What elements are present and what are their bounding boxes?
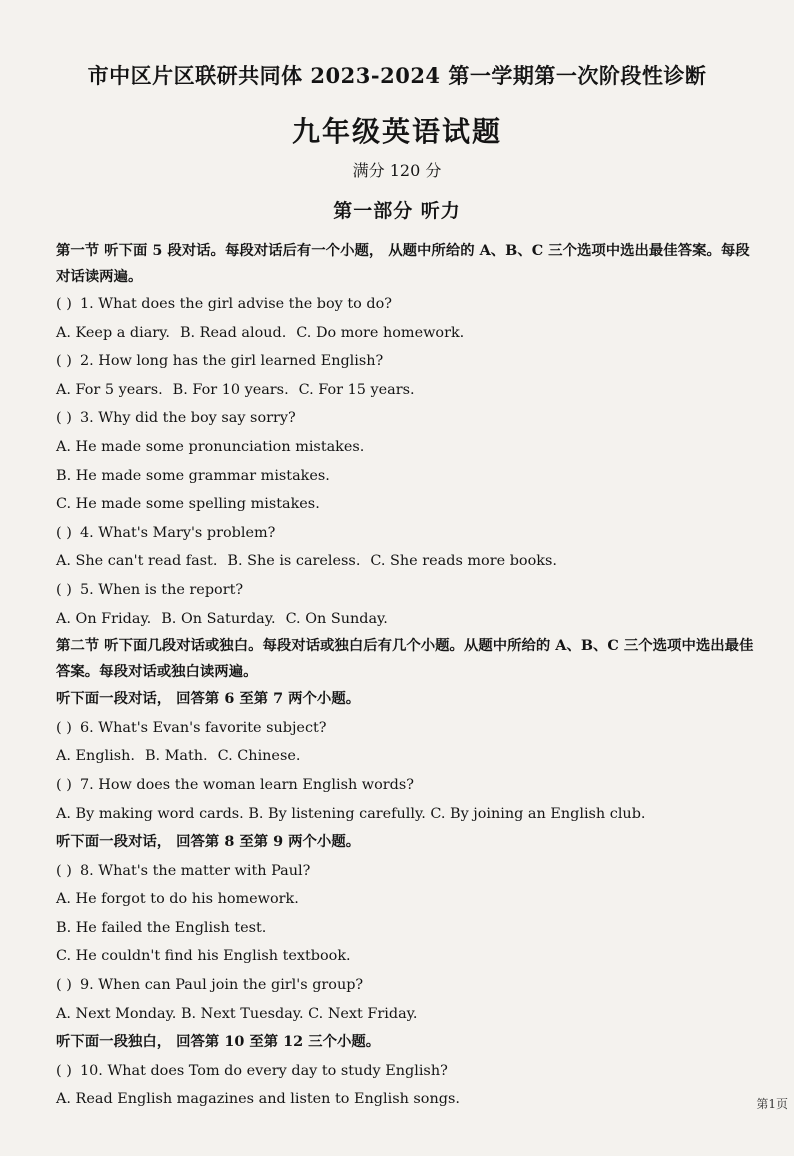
option-3b: B. He made some grammar mistakes.	[56, 467, 330, 484]
options-1: A. Keep a diary. B. Read aloud. C. Do more homework.	[56, 324, 465, 341]
question-5: ( ) 5. When is the report?	[56, 581, 244, 598]
option-8a: A. He forgot to do his homework.	[56, 891, 299, 908]
full-score: 满分 120 分	[352, 161, 442, 180]
options-5: A. On Friday. B. On Saturday. C. On Sunday.	[56, 610, 388, 627]
question-6: ( ) 6. What's Evan's favorite subject?	[56, 719, 327, 736]
exam-body	[56, 238, 756, 1114]
question-9: ( ) 9. When can Paul join the girl's group?	[56, 977, 364, 994]
question-10: ( ) 10. What does Tom do every day to study English?	[56, 1062, 448, 1079]
option-3c: C. He made some spelling mistakes.	[56, 496, 320, 513]
exam-title: 市中区片区联研共同体 2023-2024 第一学期第一次阶段性诊断	[87, 63, 707, 88]
options-7: A. By making word cards. B. By listening carefully. C. By joining an English club.	[56, 805, 646, 822]
question-8: ( ) 8. What's the matter with Paul?	[56, 862, 311, 879]
page-number: 第1页	[756, 1097, 788, 1111]
section1-instruction: 第一节 听下面 5 段对话。每段对话后有一个小题， 从题中所给的 A、B、C 三个选项中选出最佳答案。每段对话读两遍。	[56, 242, 750, 285]
question-2: ( ) 2. How long has the girl learned English?	[56, 353, 384, 370]
question-7: ( ) 7. How does the woman learn English words?	[56, 776, 414, 793]
options-4: A. She can't read fast. B. She is careless. C. She reads more books.	[56, 553, 557, 570]
options-2: A. For 5 years. B. For 10 years. C. For 15 years.	[56, 381, 415, 398]
option-8c: C. He couldn't find his English textbook.	[56, 948, 351, 965]
option-10a: A. Read English magazines and listen to English songs.	[56, 1091, 460, 1108]
exam-subtitle: 九年级英语试题	[291, 115, 502, 148]
subsection-6-7: 听下面一段对话， 回答第 6 至第 7 两个小题。	[56, 690, 361, 708]
section2-instruction: 第二节 听下面几段对话或独白。每段对话或独白后有几个小题。从题中所给的 A、B、C 三个选项中选出最佳答案。每段对话或独白读两遍。	[56, 637, 754, 681]
question-1: ( ) 1. What does the girl advise the boy to do?	[56, 296, 392, 312]
options-6: A. English. B. Math. C. Chinese.	[56, 748, 301, 765]
part-heading: 第一部分 听力	[333, 200, 461, 222]
options-9: A. Next Monday. B. Next Tuesday. C. Next Friday.	[56, 1005, 418, 1022]
option-3a: A. He made some pronunciation mistakes.	[56, 438, 365, 455]
question-3: ( ) 3. Why did the boy say sorry?	[56, 410, 296, 427]
question-4: ( ) 4. What's Mary's problem?	[56, 524, 276, 541]
option-8b: B. He failed the English test.	[56, 919, 267, 936]
subsection-10-12: 听下面一段独白， 回答第 10 至第 12 三个小题。	[56, 1033, 381, 1051]
subsection-8-9: 听下面一段对话， 回答第 8 至第 9 两个小题。	[56, 833, 361, 851]
